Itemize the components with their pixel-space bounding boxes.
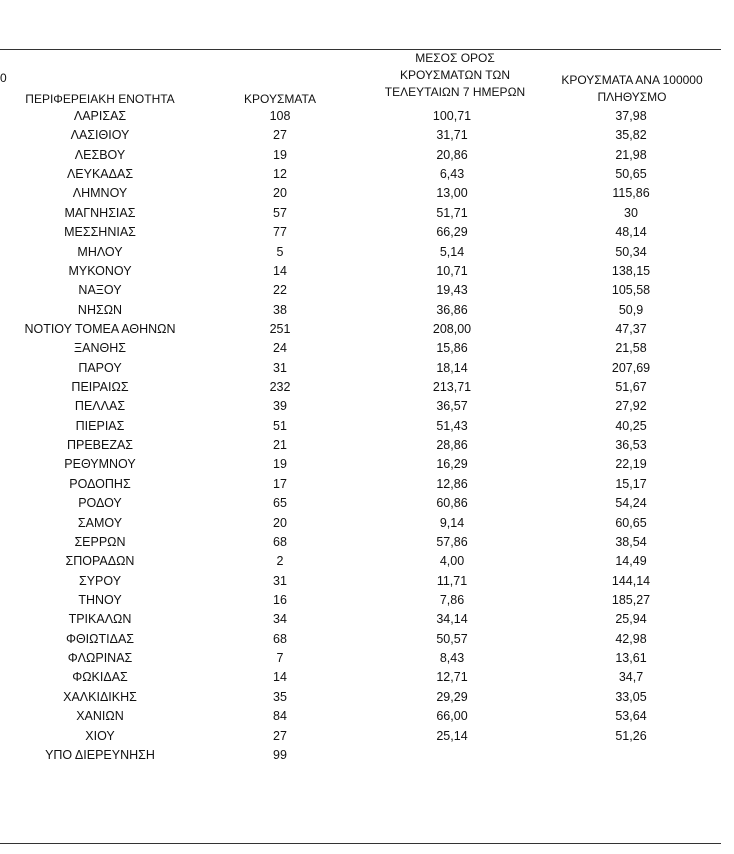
cell-per100k: 42,98 xyxy=(615,631,647,646)
cell-cases: 108 xyxy=(269,109,291,123)
header-avg7 xyxy=(370,50,540,101)
cell-cases: 12 xyxy=(273,167,287,182)
cell-region: ΜΗΛΟΥ xyxy=(77,244,123,259)
cell-region: ΛΑΣΙΘΙΟΥ xyxy=(70,128,130,143)
header-cases: ΚΡΟΥΣΜΑΤΑ xyxy=(244,92,316,106)
cell-avg7: 18,14 xyxy=(436,360,468,375)
cell-cases: 22 xyxy=(273,283,287,298)
table-row xyxy=(0,107,734,126)
cell-avg7: 36,86 xyxy=(436,302,468,317)
cell-cases: 19 xyxy=(273,457,287,472)
cell-region: ΛΗΜΝΟΥ xyxy=(72,186,128,201)
cell-cases: 38 xyxy=(273,302,287,317)
table-row xyxy=(0,649,734,668)
cell-avg7: 66,00 xyxy=(436,709,468,724)
cell-cases: 19 xyxy=(273,147,287,162)
table-row xyxy=(0,552,734,571)
cell-avg7: 10,71 xyxy=(436,263,468,278)
top-divider xyxy=(0,49,721,50)
cell-per100k: 144,14 xyxy=(611,573,651,588)
table-row xyxy=(0,436,734,455)
cell-cases: 24 xyxy=(273,341,287,356)
cell-region: ΦΘΙΩΤΙΔΑΣ xyxy=(65,631,135,646)
cell-avg7: 19,43 xyxy=(436,283,468,298)
cell-region: ΠΕΛΛΑΣ xyxy=(74,399,126,414)
cell-avg7: 20,86 xyxy=(436,147,468,162)
cell-cases: 20 xyxy=(273,186,287,201)
cell-per100k: 36,53 xyxy=(615,438,647,453)
cell-region: ΛΑΡΙΣΑΣ xyxy=(73,109,127,123)
cell-per100k: 207,69 xyxy=(611,360,651,375)
cell-cases: 34 xyxy=(273,612,287,627)
cell-cases: 65 xyxy=(273,496,287,511)
table-row xyxy=(0,165,734,184)
cell-region: ΝΑΞΟΥ xyxy=(78,283,122,298)
header-per100k-line: ΠΛΗΘΥΣΜΟ xyxy=(597,90,667,104)
cell-region: ΝΗΣΩΝ xyxy=(77,302,123,317)
table-row xyxy=(0,688,734,707)
table-row xyxy=(0,610,734,629)
cell-per100k: 40,25 xyxy=(615,418,647,433)
table-row xyxy=(0,533,734,552)
cell-per100k: 50,9 xyxy=(618,302,644,317)
cell-cases: 57 xyxy=(273,205,287,220)
cell-region: ΧΑΝΙΩΝ xyxy=(76,709,124,724)
stray-text: 0 xyxy=(0,71,7,85)
cell-region: ΡΕΘΥΜΝΟΥ xyxy=(64,457,136,472)
header-per100k-line: ΚΡΟΥΣΜΑΤΑ ΑΝΑ 100000 xyxy=(561,73,703,87)
cell-region: ΛΕΥΚΑΔΑΣ xyxy=(66,167,134,182)
cell-region: ΡΟΔΟΠΗΣ xyxy=(69,476,131,491)
cell-avg7: 60,86 xyxy=(436,496,468,511)
cell-per100k: 25,94 xyxy=(615,612,647,627)
cell-avg7: 5,14 xyxy=(439,244,465,259)
cell-cases: 7 xyxy=(276,651,284,666)
cell-cases: 17 xyxy=(273,476,287,491)
table-row xyxy=(0,475,734,494)
cell-region: ΜΥΚΟΝΟΥ xyxy=(68,263,132,278)
table-row xyxy=(0,223,734,242)
cell-avg7: 9,14 xyxy=(439,515,465,530)
cell-avg7: 31,71 xyxy=(436,128,468,143)
table-row xyxy=(0,378,734,397)
table-row xyxy=(0,591,734,610)
table-row xyxy=(0,126,734,145)
cell-cases: 251 xyxy=(269,321,291,336)
cell-avg7: 12,71 xyxy=(436,670,468,685)
cell-cases: 68 xyxy=(273,631,287,646)
cell-per100k: 30 xyxy=(624,205,638,220)
cell-cases: 20 xyxy=(273,515,287,530)
cell-region: ΝΟΤΙΟΥ ΤΟΜΕΑ ΑΘΗΝΩΝ xyxy=(24,321,176,336)
table-row xyxy=(0,494,734,513)
cell-avg7: 6,43 xyxy=(439,167,465,182)
header-region: ΠΕΡΙΦΕΡΕΙΑΚΗ ΕΝΟΤΗΤΑ xyxy=(25,92,175,106)
cell-cases: 5 xyxy=(276,244,284,259)
table-row xyxy=(0,339,734,358)
cell-per100k: 34,7 xyxy=(618,670,644,685)
table-row xyxy=(0,146,734,165)
cell-region: ΜΑΓΝΗΣΙΑΣ xyxy=(64,205,136,220)
cell-per100k: 38,54 xyxy=(615,534,647,549)
cell-avg7: 50,57 xyxy=(436,631,468,646)
cell-per100k: 50,65 xyxy=(615,167,647,182)
cell-per100k: 35,82 xyxy=(615,128,647,143)
table-row xyxy=(0,727,734,746)
table-row xyxy=(0,630,734,649)
table-row xyxy=(0,262,734,281)
cell-avg7: 51,71 xyxy=(436,205,468,220)
cell-per100k: 22,19 xyxy=(615,457,647,472)
cell-cases: 51 xyxy=(273,418,287,433)
cell-per100k: 60,65 xyxy=(615,515,647,530)
cell-cases: 35 xyxy=(273,689,287,704)
table-row xyxy=(0,204,734,223)
cell-cases: 14 xyxy=(273,263,287,278)
cell-cases: 68 xyxy=(273,534,287,549)
cell-avg7: 208,00 xyxy=(432,321,472,336)
cell-cases: 21 xyxy=(273,438,287,453)
cell-per100k: 13,61 xyxy=(615,651,647,666)
cell-cases: 27 xyxy=(273,728,287,743)
cell-cases: 31 xyxy=(273,573,287,588)
header-avg7-line: ΚΡΟΥΣΜΑΤΩΝ ΤΩΝ xyxy=(399,68,511,82)
cell-per100k: 27,92 xyxy=(615,399,647,414)
cell-per100k: 48,14 xyxy=(615,225,647,240)
cell-per100k: 47,37 xyxy=(615,321,647,336)
cell-avg7: 29,29 xyxy=(436,689,468,704)
header-avg7-line: ΜΕΣΟΣ ΟΡΟΣ xyxy=(415,51,495,65)
cell-region: ΛΕΣΒΟΥ xyxy=(74,147,126,162)
cell-cases: 16 xyxy=(273,592,287,607)
cell-avg7: 51,43 xyxy=(436,418,468,433)
cell-cases: 99 xyxy=(273,747,287,762)
cell-region: ΠΑΡΟΥ xyxy=(78,360,122,375)
cell-avg7: 100,71 xyxy=(432,109,472,123)
table-row xyxy=(0,514,734,533)
cell-cases: 77 xyxy=(273,225,287,240)
cell-per100k: 21,58 xyxy=(615,341,647,356)
table-row xyxy=(0,455,734,474)
cell-cases: 2 xyxy=(276,554,284,569)
cell-per100k: 138,15 xyxy=(611,263,651,278)
cell-per100k: 37,98 xyxy=(615,109,647,123)
cell-region: ΦΩΚΙΔΑΣ xyxy=(72,670,128,685)
cell-avg7: 15,86 xyxy=(436,341,468,356)
cell-avg7: 213,71 xyxy=(432,380,472,395)
cell-cases: 39 xyxy=(273,399,287,414)
cell-per100k: 54,24 xyxy=(615,496,647,511)
cell-avg7: 4,00 xyxy=(439,554,465,569)
cell-avg7: 66,29 xyxy=(436,225,468,240)
cell-per100k: 105,58 xyxy=(611,283,651,298)
cell-region: ΠΡΕΒΕΖΑΣ xyxy=(66,438,134,453)
header-avg7-line: ΤΕΛΕΥΤΑΙΩΝ 7 ΗΜΕΡΩΝ xyxy=(384,85,526,99)
cell-region: ΞΑΝΘΗΣ xyxy=(74,341,126,356)
cell-per100k: 185,27 xyxy=(611,592,651,607)
cell-per100k: 15,17 xyxy=(615,476,647,491)
cell-cases: 232 xyxy=(269,380,291,395)
table-row xyxy=(0,707,734,726)
table-row xyxy=(0,359,734,378)
cell-region: ΣΑΜΟΥ xyxy=(77,515,123,530)
table-row xyxy=(0,668,734,687)
header-per100k xyxy=(540,72,724,106)
cell-avg7: 13,00 xyxy=(436,186,468,201)
table-row xyxy=(0,243,734,262)
cell-per100k: 51,26 xyxy=(615,728,647,743)
cell-region: ΥΠΟ ΔΙΕΡΕΥΝΗΣΗ xyxy=(45,747,155,762)
cell-per100k: 51,67 xyxy=(615,380,647,395)
cell-per100k: 53,64 xyxy=(615,709,647,724)
cell-region: ΠΙΕΡΙΑΣ xyxy=(75,418,125,433)
table-row xyxy=(0,320,734,339)
cell-region: ΣΠΟΡΑΔΩΝ xyxy=(65,554,135,569)
cell-avg7: 36,57 xyxy=(436,399,468,414)
cell-avg7: 7,86 xyxy=(439,592,465,607)
cell-avg7: 16,29 xyxy=(436,457,468,472)
cell-per100k: 50,34 xyxy=(615,244,647,259)
cell-avg7: 34,14 xyxy=(436,612,468,627)
cell-cases: 27 xyxy=(273,128,287,143)
table-row xyxy=(0,572,734,591)
table-row xyxy=(0,397,734,416)
cell-avg7: 25,14 xyxy=(436,728,468,743)
table-row xyxy=(0,417,734,436)
data-table xyxy=(0,107,734,765)
cell-region: ΡΟΔΟΥ xyxy=(78,496,122,511)
cell-cases: 84 xyxy=(273,709,287,724)
bottom-divider xyxy=(0,843,721,844)
table-row xyxy=(0,184,734,203)
table-row xyxy=(0,746,734,765)
table-row xyxy=(0,301,734,320)
cell-per100k: 115,86 xyxy=(612,186,650,201)
cell-per100k: 14,49 xyxy=(615,554,647,569)
cell-cases: 31 xyxy=(273,360,287,375)
table-row xyxy=(0,281,734,300)
cell-region: ΜΕΣΣΗΝΙΑΣ xyxy=(64,225,136,240)
cell-avg7: 8,43 xyxy=(439,651,465,666)
cell-avg7: 28,86 xyxy=(436,438,468,453)
cell-per100k: 21,98 xyxy=(615,147,647,162)
cell-region: ΧΙΟΥ xyxy=(85,728,115,743)
cell-per100k: 33,05 xyxy=(615,689,647,704)
cell-region: ΣΥΡΟΥ xyxy=(78,573,122,588)
cell-region: ΤΡΙΚΑΛΩΝ xyxy=(68,612,132,627)
cell-avg7: 11,71 xyxy=(436,573,468,588)
cell-avg7: 12,86 xyxy=(436,476,468,491)
cell-region: ΦΛΩΡΙΝΑΣ xyxy=(67,651,133,666)
cell-region: ΧΑΛΚΙΔΙΚΗΣ xyxy=(63,689,137,704)
cell-cases: 14 xyxy=(273,670,287,685)
cell-region: ΣΕΡΡΩΝ xyxy=(74,534,126,549)
cell-region: ΠΕΙΡΑΙΩΣ xyxy=(71,380,129,395)
cell-region: ΤΗΝΟΥ xyxy=(78,592,122,607)
cell-avg7: 57,86 xyxy=(436,534,468,549)
